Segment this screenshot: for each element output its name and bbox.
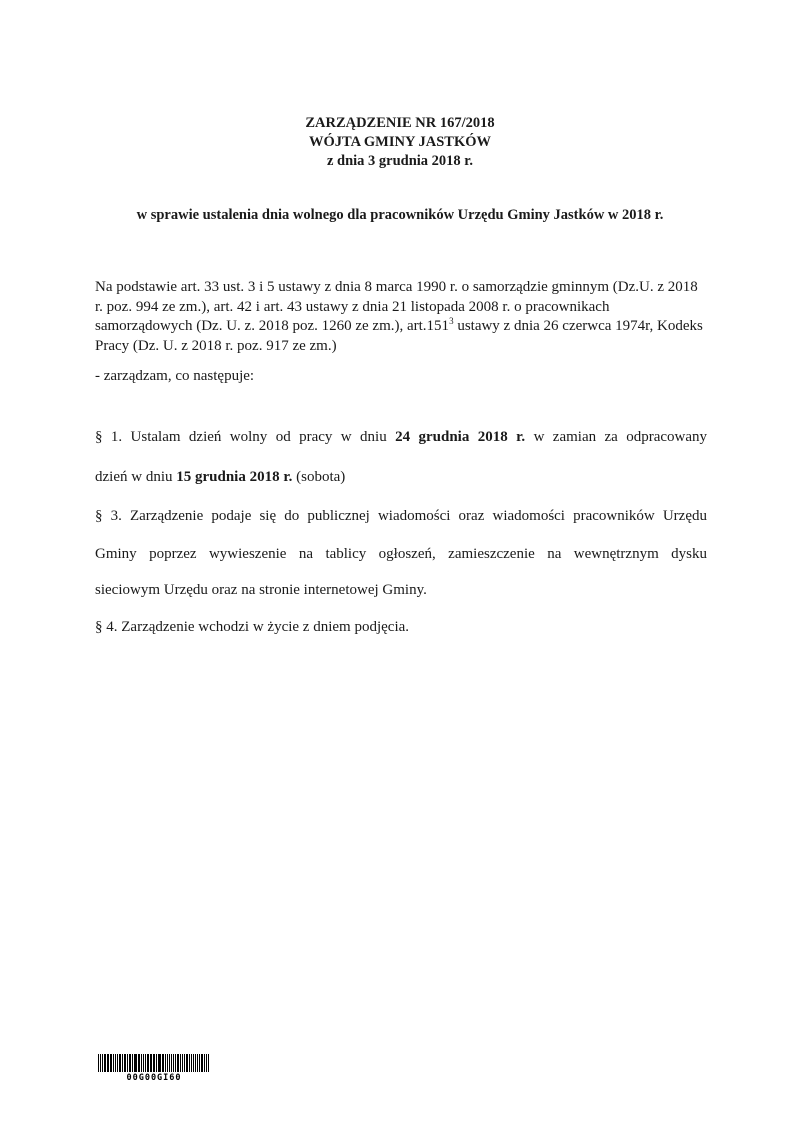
paragraph-1-text: w zamian za odpracowany [525,429,708,445]
day-off-date: 24 grudnia 2018 r. [395,429,526,445]
ordinance-number: ZARZĄDZENIE NR 167/2018 [305,115,495,131]
document-subject: w sprawie ustalenia dnia wolnego dla pracowników Urzędu Gminy Jastków w 2018 r. [136,207,664,223]
paragraph-1-line-2 [95,468,707,487]
paragraph-1-text: (sobota) [292,469,346,485]
barcode-text: 00G00GI60 [126,1073,182,1083]
paragraph-4: § 4. Zarządzenie wchodzi w życie z dniem podjęcia. [95,619,410,635]
legal-basis-superscript: 3 [449,316,454,326]
paragraph-3-line-3: sieciowym Urzędu oraz na stronie internetowej Gminy. [95,582,427,598]
barcode [98,1054,210,1084]
legal-basis-text-1: Na podstawie art. 33 ust. 3 i 5 ustawy z dnia 8 marca 1990 r. o samorządzie gminnym (Dz.U. z 2018 r. poz. 994 ze zm.), art. 42 i art. 43 ustawy z dnia 21 listopada 2008 r. o pracownikach samorządowych (Dz. U. z. 2018 poz. 1260 ze zm.), art.151 [95,279,698,334]
legal-basis-text-2: ustawy z dnia 26 czerwca 1974r, Kodeks Pracy (Dz. U. z 2018 r. poz. 917 ze zm.) [95,318,703,354]
decree-statement: - zarządzam, co następuje: [95,368,255,384]
paragraph-1-text: dzień w dniu [95,469,177,485]
paragraph-3-line-2: Gminy poprzez wywieszenie na tablicy ogłoszeń, zamieszczenie na wewnętrznym dysku [95,546,707,562]
issue-date: z dnia 3 grudnia 2018 r. [326,153,474,169]
issuer: WÓJTA GMINY JASTKÓW [308,134,492,150]
barcode-bars [98,1054,210,1072]
legal-basis [95,278,707,356]
paragraph-1-line-1 [95,428,707,447]
paragraph-3-line-1: § 3. Zarządzenie podaje się do publicznej wiadomości oraz wiadomości pracowników Urzędu [95,508,707,524]
document-header [0,114,800,171]
paragraph-1-text: § 1. Ustalam dzień wolny od pracy w dniu [95,429,396,445]
worked-day-date: 15 grudnia 2018 r. [176,469,293,485]
